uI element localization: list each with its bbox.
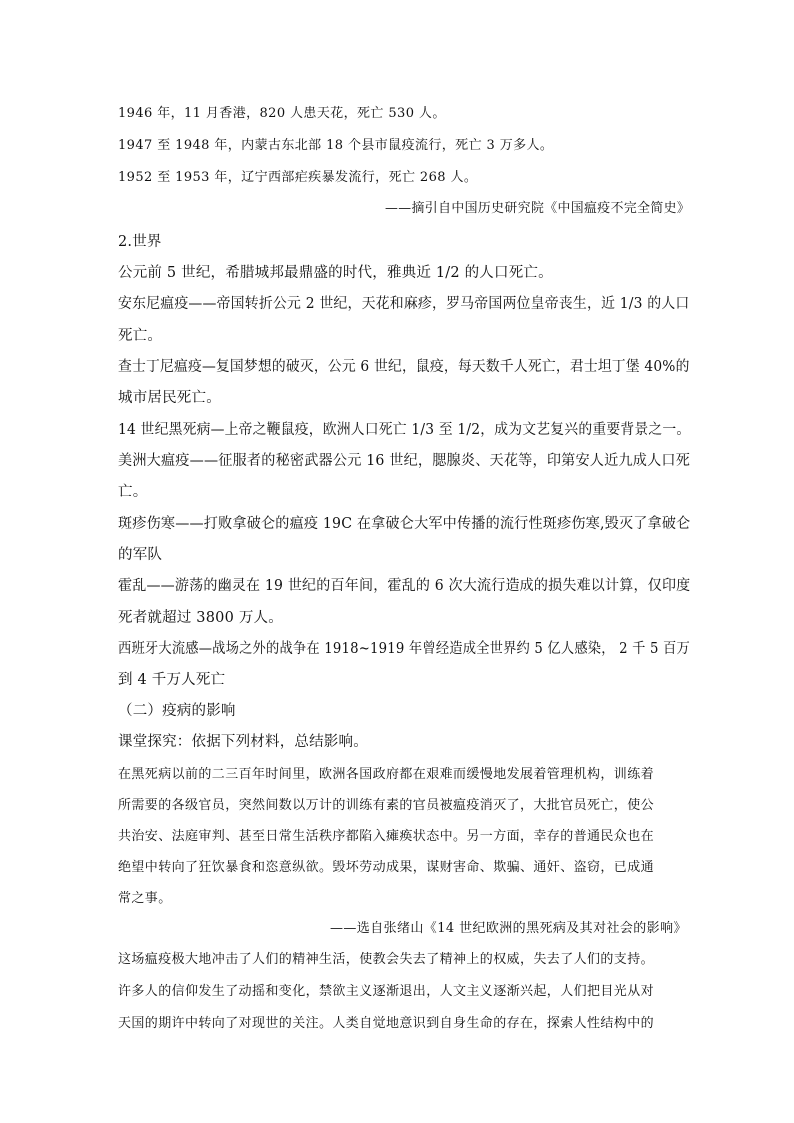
world-line: 安东尼瘟疫——帝国转折公元 2 世纪，天花和麻疹，罗马帝国两位皇帝丧生，近 1/3 的人口	[118, 296, 690, 312]
material2-line: 天国的期许中转向了对现世的关注。人类自觉地意识到自身生命的存在，探索人性结构中的	[118, 1016, 655, 1031]
subsection-heading-impact: （二）疫病的影响	[118, 703, 236, 719]
record-line-1946: 1946 年，11 月香港，820 人患天花，死亡 530 人。	[118, 106, 446, 121]
world-line: 死亡。	[118, 328, 163, 344]
record-line-1947: 1947 至 1948 年，内蒙古东北部 18 个县市鼠疫流行，死亡 3 万多人。	[118, 138, 554, 153]
section-heading-world: 2.世界	[118, 234, 162, 250]
world-line: 的军队	[118, 547, 163, 563]
material2-line: 这场瘟疫极大地冲击了人们的精神生活，使教会失去了精神上的权威，失去了人们的支持。	[118, 952, 655, 967]
record-line-1952: 1952 至 1953 年，辽宁西部疟疾暴发流行，死亡 268 人。	[118, 170, 478, 185]
world-line: 西班牙大流感—战场之外的战争在 1918~1919 年曾经造成全世界约 5 亿人感染， 2 千 5 百万	[118, 641, 690, 657]
material2-line: 许多人的信仰发生了动摇和变化，禁欲主义逐渐退出，人文主义逐渐兴起，人们把目光从对	[118, 984, 655, 999]
source-citation-2: ——选自张绪山《14 世纪欧洲的黑死病及其对社会的影响》	[330, 921, 687, 936]
world-line: 14 世纪黑死病—上帝之鞭鼠疫，欧洲人口死亡 1/3 至 1/2，成为文艺复兴的重要背景之一。	[118, 422, 691, 438]
world-line: 亡。	[118, 484, 148, 500]
source-citation-1: ——摘引自中国历史研究院《中国瘟疫不完全简史》	[385, 201, 691, 216]
material1-line: 共治安、法庭审判、甚至日常生活秩序都陷入瘫痪状态中。另一方面，幸存的普通民众也在	[118, 829, 655, 844]
world-line: 霍乱——游荡的幽灵在 19 世纪的百年间，霍乱的 6 次大流行造成的损失难以计算，仅印度	[118, 578, 691, 594]
world-line: 美洲大瘟疫——征服者的秘密武器公元 16 世纪，腮腺炎、天花等，印第安人近九成人口死	[118, 453, 691, 469]
world-line: 到 4 千万人死亡	[118, 672, 226, 688]
world-line: 查士丁尼瘟疫—复国梦想的破灭，公元 6 世纪，鼠疫，每天数千人死亡，君士坦丁堡 40%的	[118, 359, 690, 375]
world-line: 斑疹伤寒——打败拿破仑的瘟疫 19C 在拿破仑大军中传播的流行性斑疹伤寒,毁灭了拿破仑	[118, 516, 691, 532]
world-line: 死者就超过 3800 万人。	[118, 610, 283, 626]
material1-line: 常之事。	[118, 891, 172, 906]
material1-line: 所需要的各级官员，突然间数以万计的训练有素的官员被瘟疫消灭了，大批官员死亡，使公	[118, 798, 655, 813]
material1-line: 在黑死病以前的二三百年时间里，欧洲各国政府都在艰难而缓慢地发展着管理机构，训练着	[118, 767, 655, 782]
world-line: 城市居民死亡。	[118, 390, 221, 406]
material1-line: 绝望中转向了狂饮暴食和恣意纵欲。毁坏劳动成果，谋财害命、欺骗、通奸、盗窃，已成通	[118, 860, 655, 875]
inquiry-prompt: 课堂探究：依据下列材料，总结影响。	[118, 734, 368, 750]
world-line: 公元前 5 世纪，希腊城邦最鼎盛的时代，雅典近 1/2 的人口死亡。	[118, 265, 553, 281]
